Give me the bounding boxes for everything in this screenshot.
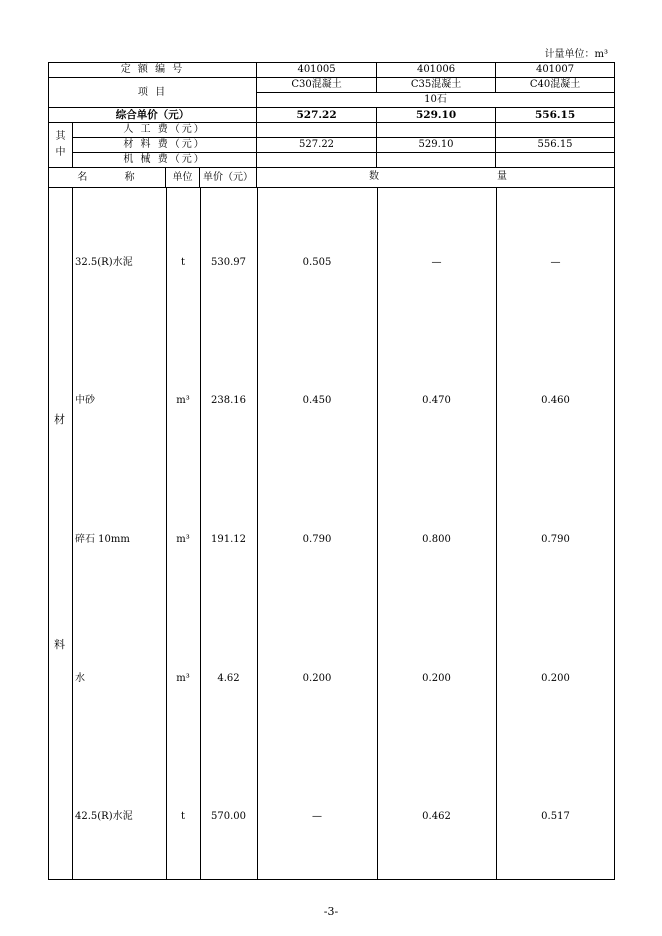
material-unit: t: [180, 257, 186, 268]
material-name: 碎石 10mm: [75, 534, 130, 545]
material-name: 32.5(R)水泥: [75, 257, 133, 268]
material-cost-2: 529.10: [377, 138, 496, 153]
material-qty-c35: 0.200: [422, 673, 451, 684]
quota-code-1: 401005: [257, 63, 377, 78]
material-cost-1: 527.22: [257, 138, 377, 153]
material-qty-c30: 0.505: [302, 257, 332, 268]
materials-body-row: [49, 188, 615, 880]
materials-group-char-2: 料: [54, 638, 65, 651]
materials-group-char-1: 材: [54, 413, 65, 426]
material-name: 水: [75, 673, 85, 684]
material-unit: t: [180, 811, 186, 822]
material-qty-c40: 0.460: [541, 395, 570, 406]
material-price: 238.16: [211, 395, 246, 406]
labor-cost-1: [257, 123, 377, 138]
page-number: -3-: [323, 905, 339, 918]
column-header-row: [49, 168, 615, 188]
material-price: 4.62: [217, 673, 240, 684]
quota-code-2: 401006: [377, 63, 496, 78]
item-name-1: C30混凝土: [257, 78, 377, 93]
unit-price-label: 综合单价（元）: [49, 108, 257, 123]
col-header-unit: 单位: [166, 168, 200, 188]
material-qty-c40: —: [550, 257, 561, 268]
breakdown-group-char-2: 中: [55, 147, 66, 158]
material-qty-c35: —: [431, 257, 442, 268]
breakdown-group-char-1: 其: [55, 131, 66, 142]
material-qty-c30: 0.790: [302, 534, 332, 545]
material-unit: m³: [176, 395, 190, 406]
stone-spec: 10石: [257, 93, 615, 108]
col-header-qty-left: 数: [369, 171, 380, 182]
machine-cost-row: [49, 153, 615, 168]
unit-price-row: [49, 108, 615, 123]
quota-code-3: 401007: [496, 63, 615, 78]
col-header-name: 名 称: [49, 168, 166, 188]
quota-code-row: [49, 63, 615, 78]
material-qty-c40: 0.790: [541, 534, 570, 545]
material-price: 530.97: [211, 257, 246, 268]
unit-price-2: 529.10: [377, 108, 496, 123]
machine-cost-2: [377, 153, 496, 168]
item-name-row: [49, 78, 615, 93]
material-cost-row: [49, 138, 615, 153]
unit-price-1: 527.22: [257, 108, 377, 123]
material-price: 191.12: [211, 534, 246, 545]
material-cost-label: 材 料 费（元）: [73, 138, 257, 153]
labor-cost-2: [377, 123, 496, 138]
col-header-qty-right: 量: [497, 171, 508, 182]
col-header-price: 单价（元）: [200, 168, 257, 188]
col-header-qty: [257, 168, 615, 188]
item-name-3: C40混凝土: [496, 78, 615, 93]
material-cost-3: 556.15: [496, 138, 615, 153]
item-name-2: C35混凝土: [377, 78, 496, 93]
machine-cost-1: [257, 153, 377, 168]
machine-cost-label: 机 械 费（元）: [73, 153, 257, 168]
material-name: 中砂: [75, 395, 95, 406]
materials-list: [73, 188, 614, 879]
labor-cost-3: [496, 123, 615, 138]
material-price: 570.00: [211, 811, 246, 822]
item-label: 项 目: [49, 78, 257, 108]
labor-cost-label: 人 工 费（元）: [73, 123, 257, 138]
machine-cost-3: [496, 153, 615, 168]
unit-price-3: 556.15: [496, 108, 615, 123]
breakdown-group-cell: [49, 123, 73, 168]
material-unit: m³: [176, 534, 190, 545]
material-unit: m³: [176, 673, 190, 684]
material-qty-c30: 0.200: [302, 673, 332, 684]
material-qty-c40: 0.200: [541, 673, 570, 684]
material-qty-c40: 0.517: [541, 811, 570, 822]
material-name: 42.5(R)水泥: [75, 811, 133, 822]
material-qty-c30: —: [312, 811, 322, 822]
quota-code-label: 定 额 编 号: [49, 63, 257, 78]
material-qty-c35: 0.470: [422, 395, 451, 406]
material-qty-c30: 0.450: [302, 395, 332, 406]
materials-container: [73, 188, 615, 880]
material-qty-c35: 0.462: [422, 811, 451, 822]
quota-table: [48, 62, 615, 880]
material-qty-c35: 0.800: [422, 534, 451, 545]
materials-group-cell: [49, 188, 73, 880]
labor-cost-row: [49, 123, 615, 138]
measurement-unit-label: 计量单位：m³: [544, 49, 608, 60]
